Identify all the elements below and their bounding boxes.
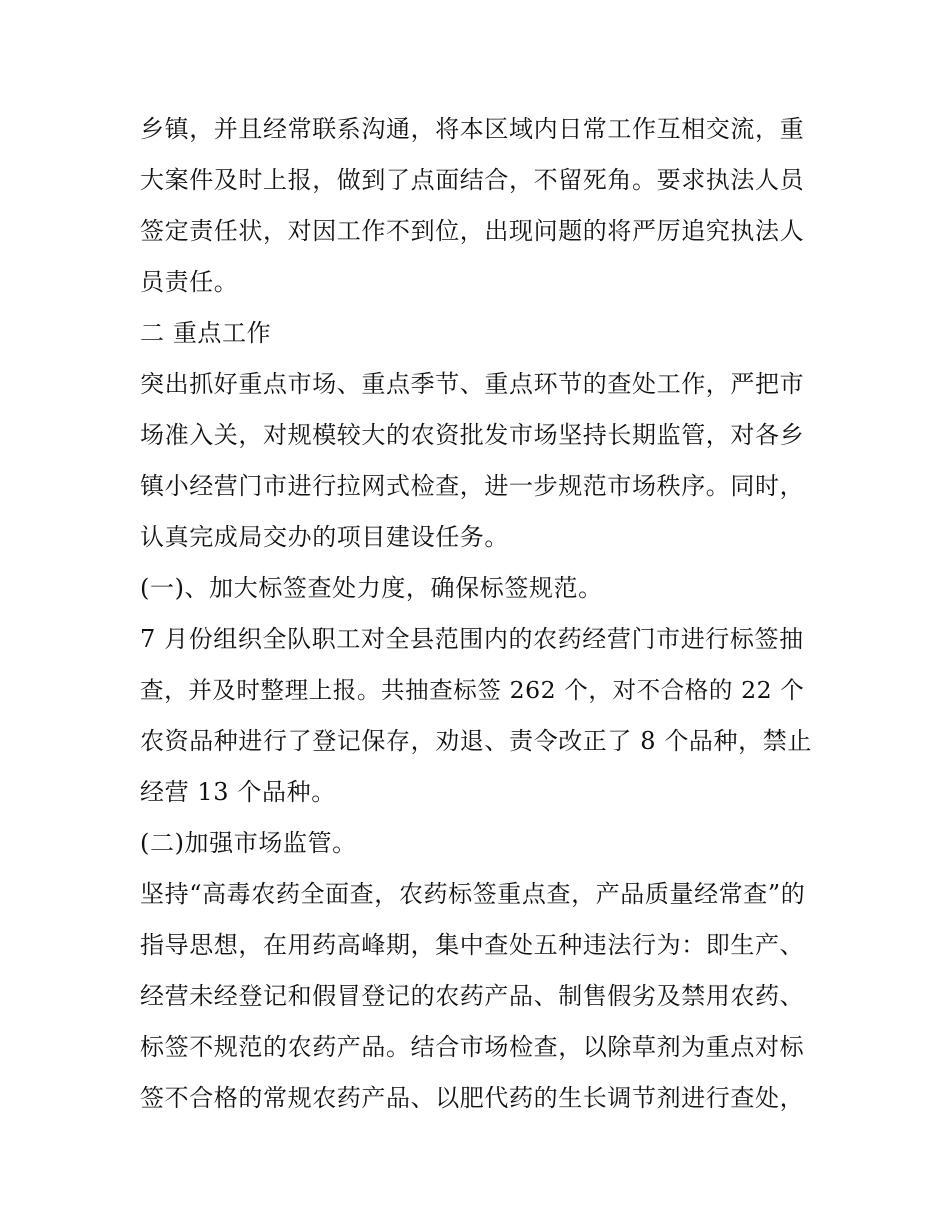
- text-line: 经营 13 个品种。: [140, 778, 336, 806]
- text-line: 指导思想，在用药高峰期，集中查处五种违法行为：即生产、: [140, 931, 805, 959]
- text-line: 经营未经登记和假冒登记的农药产品、制售假劣及禁用农药、: [140, 982, 805, 1010]
- text-line: 乡镇，并且经常联系沟通，将本区域内日常工作互相交流，重: [140, 115, 805, 143]
- document-body: [140, 104, 816, 1124]
- text-line: 农资品种进行了登记保存，劝退、责令改正了 8 个品种，禁止: [140, 727, 812, 755]
- subsection-heading: (二)加强市场监管。: [140, 829, 357, 857]
- text-line: 场准入关，对规模较大的农资批发市场坚持长期监管，对各乡: [140, 421, 805, 449]
- text-line: 查，并及时整理上报。共抽查标签 262 个，对不合格的 22 个: [140, 676, 805, 704]
- text-line: 7 月份组织全队职工对全县范围内的农药经营门市进行标签抽: [140, 625, 804, 653]
- text-line: 签定责任状，对因工作不到位，出现问题的将严厉追究执法人: [140, 217, 805, 245]
- text-line: 突出抓好重点市场、重点季节、重点环节的查处工作，严把市: [140, 370, 805, 398]
- text-line: 大案件及时上报，做到了点面结合，不留死角。要求执法人员: [140, 166, 805, 194]
- section-heading: 二 重点工作: [140, 319, 272, 347]
- text-line: 坚持“高毒农药全面查，农药标签重点查，产品质量经常查”的: [140, 880, 806, 908]
- subsection-heading: (一)、加大标签查处力度，确保标签规范。: [140, 574, 603, 602]
- text-line: 签不合格的常规农药产品、以肥代药的生长调节剂进行查处，: [140, 1084, 805, 1112]
- text-line: 认真完成局交办的项目建设任务。: [140, 523, 509, 551]
- text-line: 标签不规范的农药产品。结合市场检查，以除草剂为重点对标: [140, 1033, 805, 1061]
- text-line: 镇小经营门市进行拉网式检查，进一步规范市场秩序。同时，: [140, 472, 805, 500]
- text-line: 员责任。: [140, 268, 239, 296]
